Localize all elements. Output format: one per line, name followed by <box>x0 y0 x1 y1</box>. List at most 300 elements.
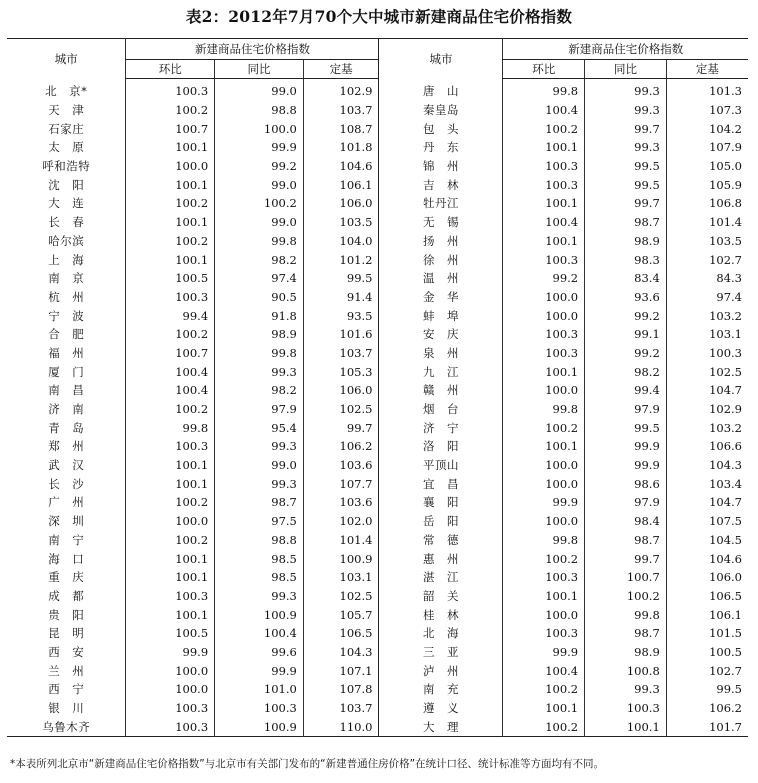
tb-cell-right: 99.3 <box>585 101 667 120</box>
city-cell-right: 锦 州 <box>379 157 503 176</box>
hb-cell-left: 100.0 <box>126 661 215 680</box>
tb-cell-right: 99.4 <box>585 381 667 400</box>
hb-cell-left: 100.1 <box>126 456 215 475</box>
hb-cell-left: 100.1 <box>126 138 215 157</box>
city-header-right: 城市 <box>379 39 503 79</box>
table-row <box>7 288 748 307</box>
city-cell-left: 济 南 <box>48 402 85 417</box>
table-row <box>7 232 748 251</box>
dj-cell-left: 101.2 <box>303 250 379 269</box>
hb-cell-right: 100.3 <box>503 157 585 176</box>
tb-cell-right: 99.8 <box>585 605 667 624</box>
city-cell-left: 海 口 <box>48 551 85 566</box>
dj-cell-right: 101.5 <box>666 624 748 643</box>
hb-cell-right: 100.4 <box>503 213 585 232</box>
dj-cell-left: 103.1 <box>303 568 379 587</box>
city-cell-right: 韶 关 <box>379 587 503 606</box>
hb-cell-left: 100.7 <box>126 344 215 363</box>
hb-cell-left: 100.0 <box>126 680 215 699</box>
tb-cell-left: 98.2 <box>215 381 304 400</box>
tb-cell-right: 98.9 <box>585 643 667 662</box>
city-cell-left: 郑 州 <box>48 439 85 454</box>
hb-cell-left: 100.5 <box>126 624 215 643</box>
dj-cell-left: 102.0 <box>303 512 379 531</box>
tb-cell-left: 91.8 <box>215 306 304 325</box>
dj-cell-left: 99.5 <box>303 269 379 288</box>
hb-cell-left: 100.0 <box>126 157 215 176</box>
tb-cell-right: 97.9 <box>585 493 667 512</box>
hb-cell-right: 100.0 <box>503 456 585 475</box>
hb-cell-left: 100.1 <box>126 175 215 194</box>
tb-cell-left: 99.3 <box>215 362 304 381</box>
city-cell-left: 乌鲁木齐 <box>42 719 91 734</box>
city-cell-right: 湛 江 <box>379 568 503 587</box>
tb-cell-right: 99.5 <box>585 175 667 194</box>
hb-cell-right: 100.1 <box>503 699 585 718</box>
footnote: *本表所列北京市“新建商品住宅价格指数”与北京市有关部门发布的“新建普通住房价格”在统计口径、统计标准等方面均有不同。 <box>10 758 605 770</box>
city-cell-left: 石家庄 <box>48 121 85 136</box>
hb-cell-right: 100.0 <box>503 288 585 307</box>
dj-cell-left: 107.7 <box>303 474 379 493</box>
tb-cell-left: 99.3 <box>215 437 304 456</box>
city-cell-left: 哈尔滨 <box>48 233 85 248</box>
tb-cell-right: 83.4 <box>585 269 667 288</box>
city-cell-left: 重 庆 <box>48 570 85 585</box>
hb-cell-left: 100.2 <box>126 531 215 550</box>
dj-cell-right: 102.7 <box>666 250 748 269</box>
city-header-left: 城市 <box>54 51 78 66</box>
tb-cell-left: 99.0 <box>215 213 304 232</box>
city-cell-right: 泸 州 <box>379 661 503 680</box>
tb-cell-left: 98.8 <box>215 101 304 120</box>
city-cell-right: 金 华 <box>379 288 503 307</box>
index-group-header-left: 新建商品住宅价格指数 <box>126 39 379 60</box>
city-cell-left: 杭 州 <box>48 289 85 304</box>
dj-cell-right: 106.0 <box>666 568 748 587</box>
hb-cell-left: 99.9 <box>126 643 215 662</box>
hb-cell-right: 100.0 <box>503 512 585 531</box>
tb-cell-left: 97.4 <box>215 269 304 288</box>
city-cell-right: 遵 义 <box>379 699 503 718</box>
tb-cell-right: 97.9 <box>585 400 667 419</box>
table-row <box>7 531 748 550</box>
city-cell-right: 洛 阳 <box>379 437 503 456</box>
price-index-table <box>7 38 748 737</box>
dj-cell-left: 106.0 <box>303 194 379 213</box>
dj-cell-left: 105.3 <box>303 362 379 381</box>
hb-cell-left: 100.2 <box>126 101 215 120</box>
hb-cell-right: 100.0 <box>503 306 585 325</box>
tb-cell-right: 100.2 <box>585 587 667 606</box>
city-cell-left: 武 汉 <box>48 458 85 473</box>
tb-cell-left: 99.0 <box>215 175 304 194</box>
tb-cell-left: 98.5 <box>215 549 304 568</box>
hb-cell-right: 100.1 <box>503 362 585 381</box>
city-cell-right: 北 海 <box>379 624 503 643</box>
tb-cell-right: 99.9 <box>585 456 667 475</box>
city-cell-left: 南 京 <box>48 271 85 286</box>
dj-cell-left: 108.7 <box>303 119 379 138</box>
dj-cell-left: 107.1 <box>303 661 379 680</box>
dj-cell-left: 106.1 <box>303 175 379 194</box>
dj-cell-right: 103.2 <box>666 306 748 325</box>
city-cell-right: 丹 东 <box>379 138 503 157</box>
dj-cell-left: 105.7 <box>303 605 379 624</box>
dj-cell-right: 103.1 <box>666 325 748 344</box>
table-row <box>7 119 748 138</box>
city-cell-right: 温 州 <box>379 269 503 288</box>
tb-cell-left: 99.0 <box>215 79 304 101</box>
hb-cell-right: 100.0 <box>503 381 585 400</box>
dj-cell-left: 103.5 <box>303 213 379 232</box>
tb-cell-left: 98.7 <box>215 493 304 512</box>
tb-cell-right: 99.5 <box>585 418 667 437</box>
dj-cell-right: 107.3 <box>666 101 748 120</box>
city-cell-left: 南 宁 <box>48 532 85 547</box>
tb-cell-left: 100.9 <box>215 717 304 736</box>
city-cell-left: 银 川 <box>48 701 85 716</box>
dj-cell-left: 91.4 <box>303 288 379 307</box>
hb-cell-right: 99.2 <box>503 269 585 288</box>
tb-cell-left: 99.9 <box>215 661 304 680</box>
table-row <box>7 717 748 736</box>
tb-cell-right: 98.4 <box>585 512 667 531</box>
hb-cell-left: 100.2 <box>126 493 215 512</box>
dj-cell-right: 102.9 <box>666 400 748 419</box>
tb-cell-right: 99.5 <box>585 157 667 176</box>
city-cell-right: 蚌 埠 <box>379 306 503 325</box>
tb-cell-left: 101.0 <box>215 680 304 699</box>
col-header-hb-left: 环比 <box>126 60 215 79</box>
dj-cell-left: 101.4 <box>303 531 379 550</box>
hb-cell-right: 100.2 <box>503 418 585 437</box>
tb-cell-left: 99.8 <box>215 232 304 251</box>
tb-cell-right: 99.3 <box>585 680 667 699</box>
dj-cell-right: 102.5 <box>666 362 748 381</box>
table-row <box>7 568 748 587</box>
hb-cell-left: 100.2 <box>126 400 215 419</box>
tb-cell-right: 99.2 <box>585 344 667 363</box>
dj-cell-right: 100.5 <box>666 643 748 662</box>
hb-cell-right: 100.3 <box>503 624 585 643</box>
table-row <box>7 362 748 381</box>
tb-cell-left: 99.9 <box>215 138 304 157</box>
tb-cell-right: 98.2 <box>585 362 667 381</box>
city-cell-left: 上 海 <box>48 252 85 267</box>
city-cell-right: 三 亚 <box>379 643 503 662</box>
hb-cell-right: 99.8 <box>503 531 585 550</box>
tb-cell-right: 98.7 <box>585 624 667 643</box>
col-header-dj-left: 定基 <box>303 60 379 79</box>
hb-cell-right: 100.3 <box>503 325 585 344</box>
dj-cell-right: 104.6 <box>666 549 748 568</box>
dj-cell-left: 103.6 <box>303 456 379 475</box>
dj-cell-right: 103.2 <box>666 418 748 437</box>
hb-cell-left: 100.5 <box>126 269 215 288</box>
tb-cell-left: 98.2 <box>215 250 304 269</box>
hb-cell-right: 100.1 <box>503 232 585 251</box>
city-cell-left: 大 连 <box>48 196 85 211</box>
city-cell-left: 南 昌 <box>48 383 85 398</box>
table-row <box>7 512 748 531</box>
tb-cell-right: 99.9 <box>585 437 667 456</box>
hb-cell-right: 100.4 <box>503 661 585 680</box>
city-cell-right: 济 宁 <box>379 418 503 437</box>
hb-cell-right: 100.2 <box>503 549 585 568</box>
city-cell-left: 贵 阳 <box>48 607 85 622</box>
hb-cell-left: 100.3 <box>126 79 215 101</box>
col-header-tb-left: 同比 <box>215 60 304 79</box>
hb-cell-right: 99.8 <box>503 400 585 419</box>
table-row <box>7 269 748 288</box>
hb-cell-right: 100.1 <box>503 194 585 213</box>
city-cell-right: 襄 阳 <box>379 493 503 512</box>
tb-cell-right: 98.7 <box>585 531 667 550</box>
city-cell-right: 大 理 <box>379 717 503 736</box>
tb-cell-left: 99.2 <box>215 157 304 176</box>
tb-cell-right: 100.7 <box>585 568 667 587</box>
table-row <box>7 680 748 699</box>
table-row <box>7 493 748 512</box>
tb-cell-right: 99.7 <box>585 194 667 213</box>
hb-cell-left: 99.4 <box>126 306 215 325</box>
dj-cell-left: 104.6 <box>303 157 379 176</box>
city-cell-right: 扬 州 <box>379 232 503 251</box>
hb-cell-left: 100.3 <box>126 717 215 736</box>
hb-cell-right: 100.3 <box>503 175 585 194</box>
hb-cell-right: 99.8 <box>503 79 585 101</box>
table-row <box>7 101 748 120</box>
hb-cell-right: 100.2 <box>503 717 585 736</box>
city-cell-left: 广 州 <box>48 495 85 510</box>
table-row <box>7 400 748 419</box>
city-cell-right: 烟 台 <box>379 400 503 419</box>
city-cell-right: 赣 州 <box>379 381 503 400</box>
dj-cell-right: 100.3 <box>666 344 748 363</box>
dj-cell-left: 107.8 <box>303 680 379 699</box>
hb-cell-right: 100.0 <box>503 605 585 624</box>
city-cell-right: 包 头 <box>379 119 503 138</box>
tb-cell-left: 97.9 <box>215 400 304 419</box>
hb-cell-right: 100.3 <box>503 568 585 587</box>
dj-cell-left: 93.5 <box>303 306 379 325</box>
dj-cell-left: 104.3 <box>303 643 379 662</box>
tb-cell-right: 100.8 <box>585 661 667 680</box>
dj-cell-left: 103.7 <box>303 699 379 718</box>
dj-cell-right: 107.5 <box>666 512 748 531</box>
dj-cell-left: 101.6 <box>303 325 379 344</box>
tb-cell-right: 100.3 <box>585 699 667 718</box>
dj-cell-left: 103.7 <box>303 344 379 363</box>
dj-cell-right: 103.4 <box>666 474 748 493</box>
city-cell-right: 泉 州 <box>379 344 503 363</box>
city-cell-left: 昆 明 <box>48 626 85 641</box>
hb-cell-right: 100.3 <box>503 344 585 363</box>
dj-cell-left: 106.2 <box>303 437 379 456</box>
table-row <box>7 194 748 213</box>
table-body <box>7 79 748 737</box>
city-cell-left: 太 原 <box>48 140 85 155</box>
city-cell-left: 沈 阳 <box>48 177 85 192</box>
hb-cell-right: 100.1 <box>503 138 585 157</box>
hb-cell-right: 99.9 <box>503 643 585 662</box>
table-row <box>7 157 748 176</box>
hb-cell-left: 100.1 <box>126 549 215 568</box>
city-cell-left: 长 沙 <box>48 476 85 491</box>
dj-cell-right: 106.1 <box>666 605 748 624</box>
table-row <box>7 381 748 400</box>
hb-cell-left: 100.1 <box>126 250 215 269</box>
city-cell-right: 唐 山 <box>379 79 503 101</box>
hb-cell-left: 99.8 <box>126 418 215 437</box>
hb-cell-left: 100.1 <box>126 568 215 587</box>
city-cell-right: 九 江 <box>379 362 503 381</box>
tb-cell-right: 99.3 <box>585 79 667 101</box>
city-cell-right: 宜 昌 <box>379 474 503 493</box>
dj-cell-left: 110.0 <box>303 717 379 736</box>
city-cell-right: 南 充 <box>379 680 503 699</box>
tb-cell-right: 98.6 <box>585 474 667 493</box>
city-cell-left: 长 春 <box>48 215 85 230</box>
tb-cell-left: 99.8 <box>215 344 304 363</box>
hb-cell-right: 100.3 <box>503 250 585 269</box>
table-row <box>7 456 748 475</box>
table-row <box>7 325 748 344</box>
dj-cell-left: 102.9 <box>303 79 379 101</box>
table-row <box>7 344 748 363</box>
tb-cell-left: 99.6 <box>215 643 304 662</box>
city-cell-right: 岳 阳 <box>379 512 503 531</box>
hb-cell-left: 100.1 <box>126 605 215 624</box>
dj-cell-left: 104.0 <box>303 232 379 251</box>
hb-cell-left: 100.1 <box>126 213 215 232</box>
tb-cell-right: 99.7 <box>585 119 667 138</box>
table-row <box>7 250 748 269</box>
dj-cell-left: 101.8 <box>303 138 379 157</box>
table-row <box>7 79 748 101</box>
city-cell-right: 无 锡 <box>379 213 503 232</box>
dj-cell-right: 105.0 <box>666 157 748 176</box>
tb-cell-left: 99.3 <box>215 587 304 606</box>
tb-cell-right: 93.6 <box>585 288 667 307</box>
hb-cell-left: 100.3 <box>126 699 215 718</box>
tb-cell-left: 90.5 <box>215 288 304 307</box>
dj-cell-right: 99.5 <box>666 680 748 699</box>
col-header-hb-right: 环比 <box>503 60 585 79</box>
table-row <box>7 643 748 662</box>
dj-cell-left: 103.6 <box>303 493 379 512</box>
tb-cell-right: 98.9 <box>585 232 667 251</box>
city-cell-left: 天 津 <box>48 103 85 118</box>
hb-cell-right: 99.9 <box>503 493 585 512</box>
city-cell-right: 牡丹江 <box>379 194 503 213</box>
hb-cell-right: 100.0 <box>503 474 585 493</box>
hb-cell-left: 100.4 <box>126 381 215 400</box>
city-cell-right: 徐 州 <box>379 250 503 269</box>
hb-cell-left: 100.3 <box>126 288 215 307</box>
city-cell-left: 北 京* <box>45 84 88 99</box>
dj-cell-right: 106.5 <box>666 587 748 606</box>
city-cell-left: 西 宁 <box>48 682 85 697</box>
city-cell-right: 惠 州 <box>379 549 503 568</box>
table-row <box>7 549 748 568</box>
table-title: 表2：2012年7月70个大中城市新建商品住宅价格指数 <box>185 7 573 26</box>
tb-cell-left: 99.0 <box>215 456 304 475</box>
hb-cell-left: 100.1 <box>126 474 215 493</box>
col-header-dj-right: 定基 <box>666 60 748 79</box>
city-cell-left: 合 肥 <box>48 327 85 342</box>
city-cell-left: 福 州 <box>48 345 85 360</box>
dj-cell-right: 104.2 <box>666 119 748 138</box>
dj-cell-right: 104.7 <box>666 381 748 400</box>
tb-cell-right: 99.2 <box>585 306 667 325</box>
tb-cell-right: 99.3 <box>585 138 667 157</box>
hb-cell-left: 100.2 <box>126 232 215 251</box>
table-row <box>7 474 748 493</box>
dj-cell-right: 106.2 <box>666 699 748 718</box>
dj-cell-right: 104.7 <box>666 493 748 512</box>
hb-cell-right: 100.1 <box>503 587 585 606</box>
hb-cell-left: 100.0 <box>126 512 215 531</box>
city-cell-left: 成 都 <box>48 588 85 603</box>
dj-cell-left: 106.0 <box>303 381 379 400</box>
city-cell-left: 兰 州 <box>48 663 85 678</box>
dj-cell-right: 103.5 <box>666 232 748 251</box>
tb-cell-right: 98.3 <box>585 250 667 269</box>
tb-cell-left: 98.8 <box>215 531 304 550</box>
tb-cell-right: 99.7 <box>585 549 667 568</box>
tb-cell-left: 100.9 <box>215 605 304 624</box>
city-cell-left: 呼和浩特 <box>42 159 91 174</box>
tb-cell-left: 99.3 <box>215 474 304 493</box>
table-row <box>7 437 748 456</box>
dj-cell-right: 107.9 <box>666 138 748 157</box>
city-cell-right: 桂 林 <box>379 605 503 624</box>
dj-cell-right: 97.4 <box>666 288 748 307</box>
tb-cell-left: 100.0 <box>215 119 304 138</box>
dj-cell-right: 84.3 <box>666 269 748 288</box>
tb-cell-left: 100.4 <box>215 624 304 643</box>
dj-cell-left: 103.7 <box>303 101 379 120</box>
hb-cell-left: 100.3 <box>126 437 215 456</box>
dj-cell-left: 99.7 <box>303 418 379 437</box>
tb-cell-left: 100.2 <box>215 194 304 213</box>
table-row <box>7 605 748 624</box>
dj-cell-left: 106.5 <box>303 624 379 643</box>
dj-cell-right: 101.7 <box>666 717 748 736</box>
city-cell-right: 平顶山 <box>379 456 503 475</box>
table-row <box>7 587 748 606</box>
dj-cell-right: 102.7 <box>666 661 748 680</box>
hb-cell-left: 100.3 <box>126 587 215 606</box>
dj-cell-right: 106.8 <box>666 194 748 213</box>
table-row <box>7 624 748 643</box>
dj-cell-left: 102.5 <box>303 587 379 606</box>
city-cell-right: 安 庆 <box>379 325 503 344</box>
table-row <box>7 661 748 680</box>
city-cell-right: 常 德 <box>379 531 503 550</box>
dj-cell-right: 106.6 <box>666 437 748 456</box>
tb-cell-left: 97.5 <box>215 512 304 531</box>
dj-cell-right: 104.3 <box>666 456 748 475</box>
tb-cell-left: 100.3 <box>215 699 304 718</box>
hb-cell-left: 100.2 <box>126 325 215 344</box>
tb-cell-left: 98.5 <box>215 568 304 587</box>
hb-cell-right: 100.2 <box>503 119 585 138</box>
city-cell-left: 宁 波 <box>48 308 85 323</box>
table-row <box>7 699 748 718</box>
dj-cell-left: 100.9 <box>303 549 379 568</box>
